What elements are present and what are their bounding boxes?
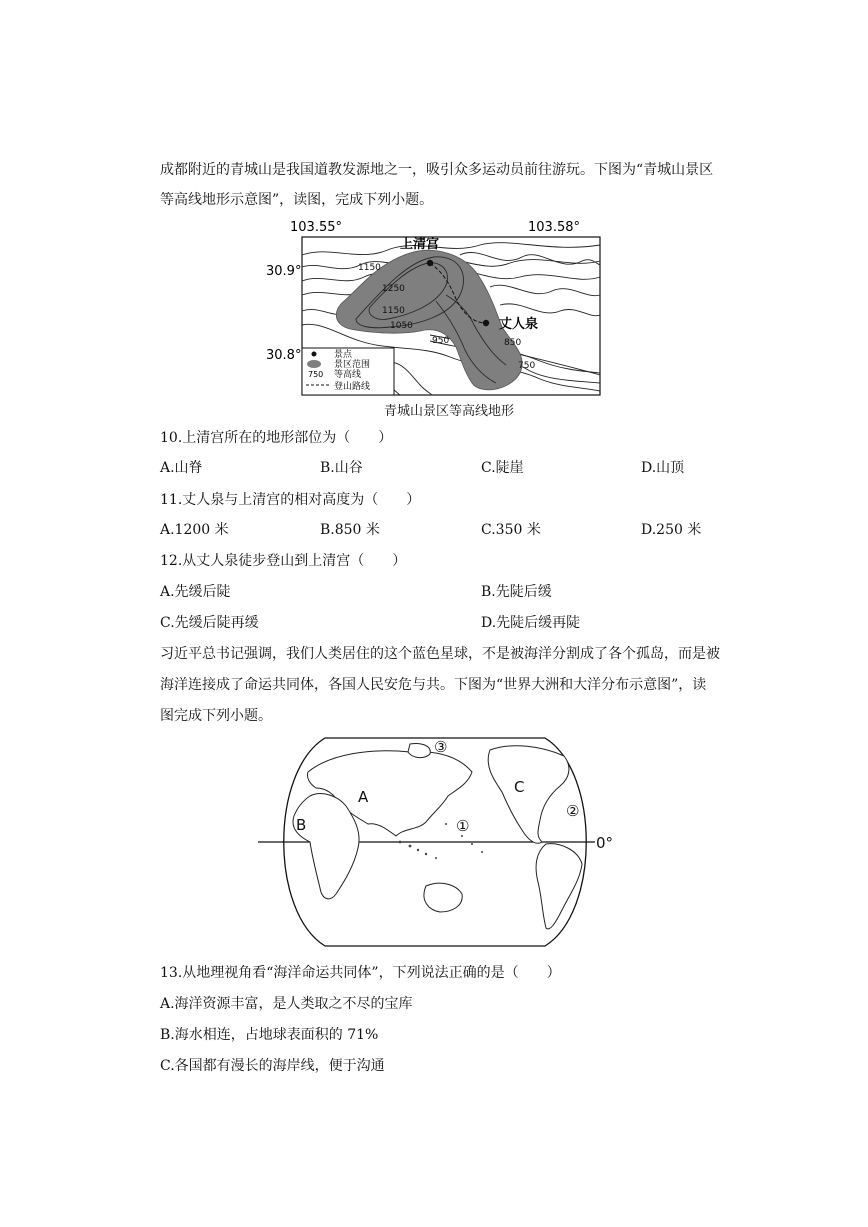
lat-label-bottom: 30.8° (266, 348, 302, 363)
world-map (250, 732, 620, 952)
option-b: B.先陡后缓 (481, 584, 552, 600)
svg-text:1150: 1150 (382, 306, 405, 316)
map-legend (302, 348, 394, 395)
scenic-spot-marker (483, 320, 489, 326)
legend-spot-icon (312, 352, 317, 357)
label-c: C (514, 778, 525, 796)
option-a: A.1200 米 (160, 522, 229, 538)
svg-text:1050: 1050 (390, 321, 413, 331)
legend-area-icon (307, 360, 321, 368)
svg-text:景区范围: 景区范围 (334, 360, 371, 370)
island-greenland (408, 743, 430, 757)
option-a: A.海洋资源丰富，是人类取之不尽的宝库 (160, 996, 413, 1012)
label-equator: 0° (596, 834, 614, 852)
question-stem: 13.从地理视角看“海洋命运共同体”，下列说法正确的是（ ） (160, 965, 561, 981)
svg-text:等高线: 等高线 (334, 370, 362, 380)
intro-text-line: 成都附近的青城山是我国道教发源地之一，吸引众多运动员前往游玩。下图为“青城山景区 (160, 162, 714, 178)
label-ocean-3: ③ (434, 738, 448, 756)
option-a: A.山脊 (160, 460, 203, 476)
option-a: A.先缓后陡 (160, 584, 231, 600)
option-b: B.山谷 (320, 460, 363, 476)
intro-text-line: 习近平总书记强调，我们人类居住的这个蓝色星球，不是被海洋分割成了各个孤岛，而是被 (160, 646, 720, 662)
svg-text:景点: 景点 (334, 350, 353, 360)
lon-label-left: 103.55° (290, 220, 342, 235)
option-d: D.山顶 (641, 460, 685, 476)
svg-text:750: 750 (308, 370, 324, 379)
continent-oceania (424, 883, 462, 912)
label-b: B (296, 816, 307, 834)
svg-text:1150: 1150 (358, 263, 381, 273)
place-label: 上清宫 (400, 237, 440, 252)
question-stem: 11.丈人泉与上清宫的相对高度为（ ） (160, 492, 421, 508)
svg-text:1250: 1250 (382, 284, 405, 294)
contour-map (260, 215, 610, 420)
option-c: C.陡崖 (481, 460, 524, 476)
lat-label-top: 30.9° (266, 264, 302, 279)
svg-text:850: 850 (504, 338, 522, 348)
option-b: B.海水相连，占地球表面积的 71% (160, 1027, 379, 1043)
map-caption: 青城山景区等高线地形 (384, 404, 515, 419)
option-c: C.350 米 (481, 522, 541, 538)
option-d: D.250 米 (641, 522, 702, 538)
svg-text:750: 750 (518, 361, 536, 371)
svg-text:950: 950 (432, 336, 450, 346)
scenic-spot-marker (427, 260, 433, 266)
intro-text-line: 等高线地形示意图”，读图，完成下列小题。 (160, 192, 434, 208)
option-d: D.先陡后缓再陡 (481, 615, 581, 631)
intro-text-line: 图完成下列小题。 (160, 708, 272, 724)
svg-text:登山路线: 登山路线 (334, 382, 371, 392)
option-c: C.先缓后陡再缓 (160, 615, 259, 631)
label-ocean-1: ① (456, 817, 470, 835)
option-b: B.850 米 (320, 522, 380, 538)
question-stem: 12.从丈人泉徒步登山到上清宫（ ） (160, 553, 407, 569)
label-ocean-2: ② (566, 802, 580, 820)
label-a: A (358, 788, 369, 806)
intro-text-line: 海洋连接成了命运共同体，各国人民安危与共。下图为“世界大洲和大洋分布示意图”，读 (160, 677, 707, 693)
lon-label-right: 103.58° (528, 220, 580, 235)
place-label: 丈人泉 (499, 317, 539, 332)
question-stem: 10.上清宫所在的地形部位为（ ） (160, 430, 393, 446)
option-c: C.各国都有漫长的海岸线，便于沟通 (160, 1058, 385, 1074)
